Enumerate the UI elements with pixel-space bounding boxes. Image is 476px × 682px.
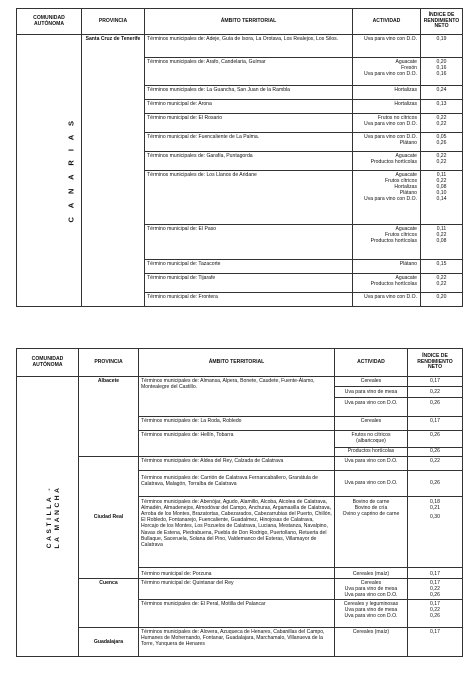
indice-value: 0,10 bbox=[436, 190, 447, 197]
actividad-item: Productos hortícolas bbox=[370, 237, 417, 244]
actividad-item: Frutos cítricos bbox=[385, 177, 417, 184]
actividad-cell: Frutos no cítricos (albaricoque) bbox=[335, 431, 408, 448]
actividad-item: Uva para vino de mesa bbox=[344, 606, 398, 613]
ambito-cell: Término municipal de: El Paso bbox=[145, 225, 353, 260]
ambito-cell: Término municipal de: Frontera bbox=[145, 293, 353, 307]
indice-value: 0,22 bbox=[436, 280, 447, 287]
actividad-cell bbox=[353, 35, 421, 58]
ambito-cell: Términos municipales de: Abenójar, Agudo, Alamillo, Alcoba, Alcolea de Calatrava, Almadén, Almadenejos, Almodóvar del Campo, Anchuras, Argamasilla de Calatrava, Arroba de los Montes, Brazatortas, Cabezarados, Cabezarrubias del Puerto, Chillón, El Robledo, Fontanarejo, Fuencaliente, Guadalmez, Hinojosas de Calatrava, Horcajo de los Montes, Los Pozuelos de Calatrava, Luciana, Mestanza, Navalpino, Navas de Estena, Piedrabuena, Puebla de Don Rodrigo, Puertollano, Retuerta del Bullaque, Saceruela, Solana del Pino, Valdemanco del Esteras, Villamayor de Calatrava bbox=[139, 496, 335, 568]
actividad-item: Frutos no cítricos bbox=[377, 114, 417, 121]
actividad-item: Uva para vino con D.O. bbox=[364, 70, 417, 77]
actividad-item: Uva para vino con D.O. bbox=[344, 591, 398, 598]
actividad-cell: Cereales (maíz) bbox=[335, 568, 408, 579]
ambito-cell: Términos municipales de: Garafía, Puntagorda bbox=[145, 152, 353, 171]
table-row bbox=[17, 377, 463, 417]
indice-cell bbox=[421, 133, 463, 152]
indice-value: 0,13 bbox=[436, 100, 447, 107]
table-canarias bbox=[16, 8, 463, 307]
actividad-cell bbox=[353, 114, 421, 133]
ambito-cell: Términos municipales de: Adeje, Guía de Isora, La Orotava, Los Realejos, Los Silos. bbox=[145, 35, 353, 58]
actividad-item: Uva para vino con D.O. bbox=[335, 397, 407, 406]
indice-value: 0,22 bbox=[436, 114, 447, 121]
indice-cell: 0,17 bbox=[408, 628, 463, 657]
indice-cell bbox=[408, 600, 463, 628]
actividad-cell bbox=[353, 133, 421, 152]
actividad-item: Uva para vino de mesa bbox=[335, 386, 407, 395]
ambito-cell: Término municipal de: El Rosario bbox=[145, 114, 353, 133]
actividad-cell bbox=[353, 58, 421, 86]
actividad-cell: Uva para vino con D.O. bbox=[335, 471, 408, 497]
indice-value: 0,17 bbox=[430, 579, 440, 586]
indice-value: 0,22 bbox=[408, 386, 462, 395]
provincia-cell: Ciudad Real bbox=[79, 457, 139, 579]
actividad-item: Cereales y leguminosas bbox=[343, 600, 399, 607]
comunidad-cell bbox=[17, 35, 82, 307]
actividad-cell bbox=[353, 274, 421, 293]
actividad-cell bbox=[353, 293, 421, 307]
actividad-cell bbox=[335, 496, 408, 568]
indice-value: 0,24 bbox=[436, 86, 447, 93]
actividad-item: Aguacate bbox=[395, 152, 417, 159]
actividad-item: Hortalizas bbox=[394, 183, 417, 190]
indice-value: 0,26 bbox=[430, 612, 440, 619]
ambito-cell: Términos municipales de: Alovera, Azuqueca de Henares, Cabanillas del Campo, Humanes de Mohernando, Fontanar, Guadalajara, Marchamalo, Villanueva de la Torre, Yunquera de Henares bbox=[139, 628, 335, 657]
actividad-item: Bovino de cría bbox=[354, 504, 388, 511]
comunidad-label: CASTILLA - LA MANCHA bbox=[46, 484, 61, 549]
actividad-item: Aguacate bbox=[395, 171, 417, 178]
indice-cell bbox=[421, 171, 463, 225]
ambito-cell: Términos municipales de: Los Llanos de Aridane bbox=[145, 171, 353, 225]
header-comunidad: COMUNIDAD AUTÓNOMA bbox=[17, 9, 82, 35]
table-castilla-la-mancha bbox=[16, 348, 463, 657]
table-row bbox=[17, 579, 463, 600]
indice-cell bbox=[421, 35, 463, 58]
indice-value: 0,08 bbox=[436, 237, 447, 244]
indice-value: 0,15 bbox=[436, 260, 447, 267]
header-provincia: PROVINCIA bbox=[82, 9, 145, 35]
indice-value: 0,20 bbox=[436, 58, 447, 65]
ambito-cell: Término municipal de: Arona bbox=[145, 100, 353, 114]
indice-cell: 0,26 bbox=[408, 471, 463, 497]
indice-value: 0,16 bbox=[436, 64, 447, 71]
indice-value: 0,22 bbox=[436, 274, 447, 281]
indice-value: 0,20 bbox=[436, 293, 447, 300]
actividad-cell bbox=[335, 377, 408, 417]
actividad-item: Frutos cítricos bbox=[385, 231, 417, 238]
actividad-item: Ovino y caprino de carne bbox=[342, 510, 400, 517]
ambito-cell: Términos municipales de: El Peral, Motilla del Palancar bbox=[139, 600, 335, 628]
indice-value: 0,22 bbox=[436, 231, 447, 238]
ambito-cell: Términos municipales de: Aldea del Rey, Calzada de Calatrava bbox=[139, 457, 335, 471]
indice-value: 0,11 bbox=[436, 225, 447, 232]
actividad-item: Plátano bbox=[399, 260, 417, 267]
indice-value: 0,17 bbox=[430, 377, 440, 384]
indice-value: 0,18 bbox=[430, 498, 440, 505]
indice-value: 0,22 bbox=[430, 585, 440, 592]
provincia-cell: Guadalajara bbox=[79, 628, 139, 657]
actividad-cell: Cereales bbox=[335, 417, 408, 431]
indice-value: 0,30 bbox=[430, 513, 440, 520]
indice-cell bbox=[421, 100, 463, 114]
table-row bbox=[17, 35, 463, 58]
indice-value: 0,22 bbox=[436, 158, 447, 165]
ambito-cell: Términos municipales de: Carrión de Calatrava Fernancaballero, Granátula de Calatrava, Malagón, Torralba de Calatrava bbox=[139, 471, 335, 497]
indice-cell bbox=[421, 293, 463, 307]
actividad-cell bbox=[353, 86, 421, 100]
actividad-item: Cereales bbox=[360, 579, 382, 586]
header-ambito: ÁMBITO TERRITORIAL bbox=[139, 349, 335, 377]
header-provincia: PROVINCIA bbox=[79, 349, 139, 377]
actividad-cell: Uva para vino con D.O. bbox=[335, 457, 408, 471]
actividad-item: Plátano bbox=[399, 190, 417, 197]
header-indice: ÍNDICE DE RENDIMIENTO NETO bbox=[421, 9, 463, 35]
ambito-cell: Términos municipales de: Arafo, Candelaria, Guímar bbox=[145, 58, 353, 86]
ambito-cell: Términos municipales de: La Roda, Robledo bbox=[139, 417, 335, 431]
indice-value: 0,22 bbox=[430, 606, 440, 613]
actividad-cell bbox=[353, 225, 421, 260]
actividad-cell: Cereales (maíz) bbox=[335, 628, 408, 657]
indice-cell bbox=[421, 225, 463, 260]
actividad-cell: Productos hortícolas bbox=[335, 447, 408, 456]
indice-value: 0,14 bbox=[436, 196, 447, 203]
indice-cell bbox=[421, 86, 463, 100]
header-actividad: ACTIVIDAD bbox=[353, 9, 421, 35]
actividad-item: Bovino de carne bbox=[352, 498, 390, 505]
ambito-cell: Términos municipales de: La Guancha, San Juan de la Rambla bbox=[145, 86, 353, 100]
actividad-item: Fresón bbox=[401, 64, 417, 71]
indice-cell bbox=[421, 114, 463, 133]
indice-value: 0,22 bbox=[436, 177, 447, 184]
actividad-item: Uva para vino con D.O. bbox=[344, 612, 398, 619]
header-actividad: ACTIVIDAD bbox=[335, 349, 408, 377]
provincia-cell: Cuenca bbox=[79, 579, 139, 628]
ambito-cell: Términos municipales de: Hellín, Tobarra bbox=[139, 431, 335, 457]
actividad-item: Aguacate bbox=[395, 225, 417, 232]
indice-cell bbox=[421, 58, 463, 86]
indice-cell: 0,22 bbox=[408, 457, 463, 471]
indice-cell: 0,17 bbox=[408, 417, 463, 431]
indice-cell: 0,26 bbox=[408, 431, 463, 448]
comunidad-cell bbox=[17, 377, 79, 657]
ambito-cell: Término municipal de: Fuencaliente de La Palma. bbox=[145, 133, 353, 152]
actividad-item: Uva para vino con D.O. bbox=[364, 35, 417, 42]
indice-value: 0,17 bbox=[430, 600, 440, 607]
table-header-row bbox=[17, 349, 463, 377]
indice-value: 0,16 bbox=[436, 70, 447, 77]
indice-cell bbox=[408, 377, 463, 417]
indice-value: 0,22 bbox=[436, 120, 447, 127]
table-header-row bbox=[17, 9, 463, 35]
ambito-cell: Término municipal de: Tijarafe bbox=[145, 274, 353, 293]
indice-value: 0,26 bbox=[408, 397, 462, 406]
indice-value: 0,08 bbox=[436, 183, 447, 190]
actividad-item: Uva para vino con D.O. bbox=[364, 120, 417, 127]
ambito-cell: Términos municipales de: Almansa, Alpera, Bonete, Caudete, Fuente-Álamo, Montealegre del Castillo. bbox=[139, 377, 335, 417]
actividad-cell bbox=[335, 600, 408, 628]
header-indice: ÍNDICE DE RENDIMIENTO NETO bbox=[408, 349, 463, 377]
indice-value: 0,19 bbox=[436, 35, 447, 42]
indice-value: 0,26 bbox=[430, 591, 440, 598]
indice-cell bbox=[408, 496, 463, 568]
actividad-item: Uva para vino con D.O. bbox=[364, 293, 417, 300]
ambito-cell: Término municipal de: Porzuna bbox=[139, 568, 335, 579]
actividad-item: Plátano bbox=[399, 139, 417, 146]
actividad-item: Uva para vino con D.O. bbox=[364, 196, 417, 203]
indice-value: 0,26 bbox=[436, 139, 447, 146]
indice-cell bbox=[421, 260, 463, 274]
indice-cell: 0,17 bbox=[408, 568, 463, 579]
indice-value: 0,11 bbox=[436, 171, 447, 178]
indice-value: 0,22 bbox=[436, 152, 447, 159]
indice-cell bbox=[421, 274, 463, 293]
header-comunidad: COMUNIDAD AUTÓNOMA bbox=[17, 349, 79, 377]
actividad-item: Aguacate bbox=[395, 58, 417, 65]
actividad-cell bbox=[353, 100, 421, 114]
indice-cell bbox=[421, 152, 463, 171]
actividad-item: Uva para vino con D.O. bbox=[364, 133, 417, 140]
provincia-cell: Santa Cruz de Tenerife bbox=[82, 35, 145, 307]
indice-value: 0,21 bbox=[430, 504, 440, 511]
actividad-item: Productos hortícolas bbox=[370, 158, 417, 165]
ambito-cell: Término municipal de: Quintanar del Rey bbox=[139, 579, 335, 600]
header-ambito: ÁMBITO TERRITORIAL bbox=[145, 9, 353, 35]
comunidad-label: C A N A R I A S bbox=[66, 117, 76, 223]
table-row bbox=[17, 628, 463, 657]
actividad-cell bbox=[353, 260, 421, 274]
indice-cell: 0,26 bbox=[408, 447, 463, 456]
indice-cell bbox=[408, 579, 463, 600]
actividad-item: Hortalizas bbox=[394, 100, 417, 107]
actividad-item: Aguacate bbox=[395, 274, 417, 281]
actividad-item: Productos hortícolas bbox=[370, 280, 417, 287]
actividad-item: Uva para vino de mesa bbox=[344, 585, 398, 592]
provincia-cell: Albacete bbox=[79, 377, 139, 457]
table-row bbox=[17, 457, 463, 471]
indice-value: 0,05 bbox=[436, 133, 447, 140]
actividad-cell bbox=[353, 152, 421, 171]
ambito-cell: Término municipal de: Tazacorte bbox=[145, 260, 353, 274]
actividad-item: Hortalizas bbox=[394, 86, 417, 93]
actividad-cell bbox=[335, 579, 408, 600]
actividad-item: Cereales bbox=[360, 377, 382, 384]
actividad-cell bbox=[353, 171, 421, 225]
